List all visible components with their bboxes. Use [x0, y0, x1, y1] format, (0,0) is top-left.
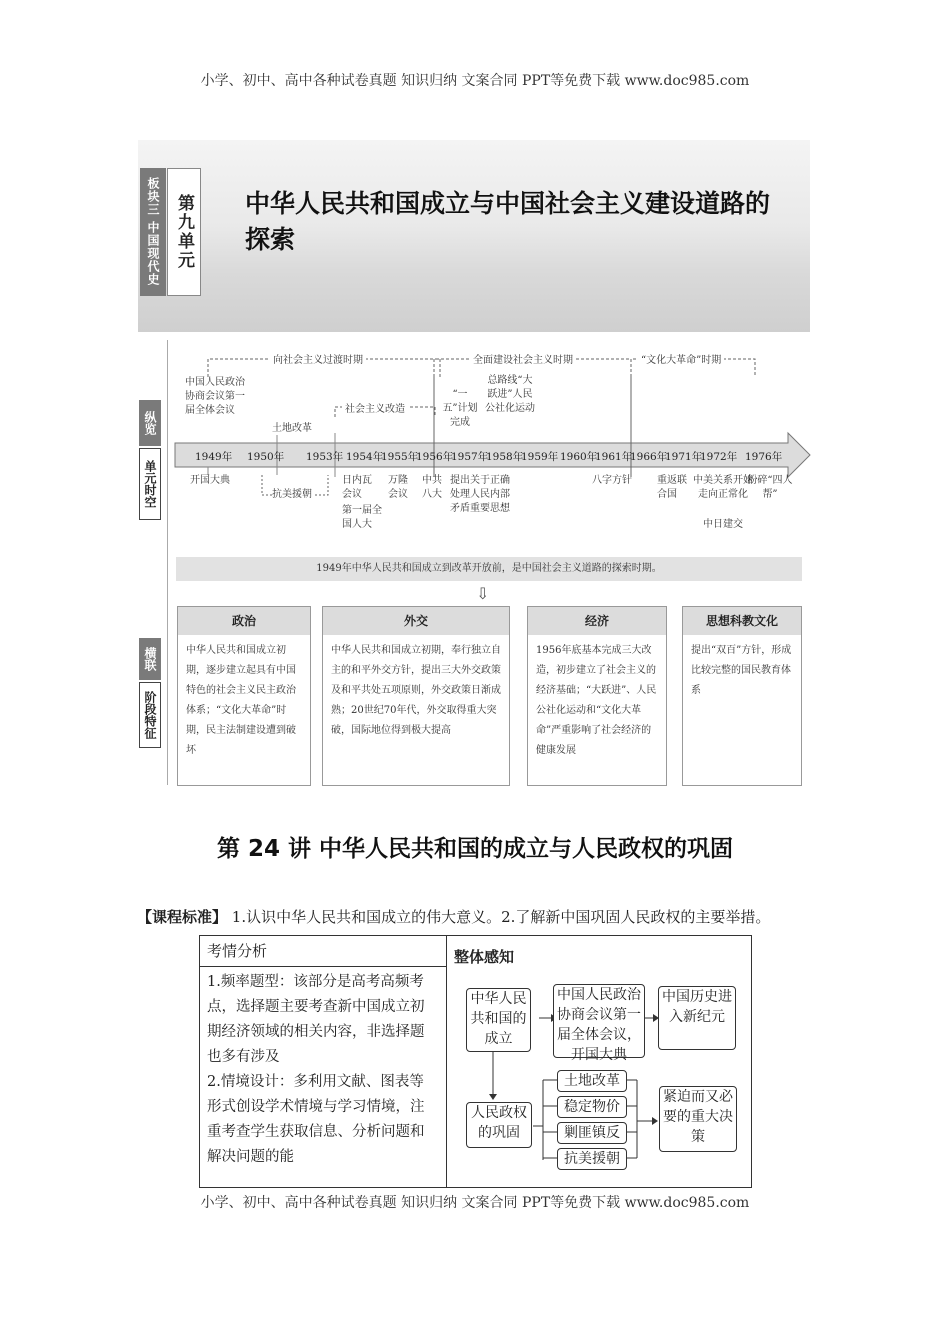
year: 1957年	[451, 451, 489, 463]
event-sino-japan: 中日建交	[703, 519, 743, 530]
event-general-line: 总路线“大跃进”人民公社化运动	[485, 375, 535, 414]
flow-prc-founding: 中华人民共和国的成立	[466, 988, 531, 1052]
card-body: 中华人民共和国成立初期，逐步建立起具有中国特色的社会主义民主政治体系；“文化大革命”时期，民主法制建设遭到破坏	[186, 645, 296, 756]
perception-title: 整体感知	[454, 948, 515, 966]
period-transformation: 社会主义改造	[342, 400, 408, 415]
year: 1966年	[630, 451, 668, 463]
event-bandung: 万隆会议	[388, 475, 408, 500]
year: 1950年	[247, 451, 285, 463]
event-land-reform: 土地改革	[272, 423, 312, 434]
flow-new-era: 中国历史进入新纪元	[658, 986, 736, 1050]
flow-measure: 抗美援朝	[557, 1148, 627, 1170]
year: 1956年	[416, 451, 454, 463]
side-box-stage-features: 阶段特征	[139, 682, 161, 748]
period-full-construction: 全面建设社会主义时期	[470, 351, 576, 366]
side-rule	[167, 340, 168, 785]
lecture-title: 第 24 讲 中华人民共和国的成立与人民政权的巩固	[216, 836, 734, 862]
card-diplomacy	[322, 606, 510, 786]
year: 1949年	[195, 451, 233, 463]
year: 1971年	[665, 451, 703, 463]
event-sino-us: 中美关系开始走向正常化	[693, 475, 753, 500]
card-body: 中华人民共和国成立初期，奉行独立自主的和平外交方针，提出三大外交政策及和平共处五项原则，外交政策日渐成熟；20世纪70年代，外交取得重大突破，国际地位得到极大提高	[331, 645, 501, 736]
card-culture	[682, 606, 802, 786]
down-arrow-icon: ⇩	[476, 584, 490, 603]
event-cppcc: 中国人民政治协商会议第一届全体会议	[185, 377, 245, 416]
year: 1959年	[521, 451, 559, 463]
flow-consolidation: 人民政权的巩固	[466, 1102, 532, 1148]
timeline-summary: 1949年中华人民共和国成立到改革开放前，是中国社会主义道路的探索时期。	[176, 557, 802, 581]
year: 1955年	[381, 451, 419, 463]
year: 1953年	[306, 451, 344, 463]
event-eight-character-policy: 八字方针	[592, 475, 632, 486]
year: 1972年	[700, 451, 738, 463]
period-cultural-revolution: “文化大革命”时期	[638, 351, 724, 366]
event-founding-ceremony: 开国大典	[190, 475, 230, 486]
card-title: 思想科教文化	[683, 607, 801, 635]
page-footer: 小学、初中、高中各种试卷真题 知识归纳 文案合同 PPT等免费下载 www.doc985.com	[200, 1195, 750, 1211]
curriculum-standard	[137, 906, 770, 927]
event-korean-war: 抗美援朝	[272, 489, 312, 500]
flow-measure: 剿匪镇反	[557, 1122, 627, 1144]
year: 1960年	[560, 451, 598, 463]
side-tag-overview: 纵览	[139, 400, 161, 446]
side-box-unit-timespace: 单元时空	[139, 448, 161, 520]
standard-label: 【课程标准】	[137, 908, 228, 926]
page-header: 小学、初中、高中各种试卷真题 知识归纳 文案合同 PPT等免费下载 www.doc985.com	[200, 73, 750, 89]
event-contradictions: 提出关于正确处理人民内部矛盾重要思想	[450, 475, 510, 514]
analysis-item-context: 2.情境设计：多利用文献、图表等形式创设学术情境与学习情境，注重考查学生获取信息、分析问题和解决问题的能	[207, 1074, 425, 1165]
flow-cppcc: 中国人民政治协商会议第一届全体会议，开国大典	[553, 984, 645, 1058]
card-body: 1956年底基本完成三大改造，初步建立了社会主义的经济基础；“大跃进”、人民公社化运动和“文化大革命”严重影响了社会经济的健康发展	[536, 645, 657, 756]
period-transition: 向社会主义过渡时期	[270, 351, 366, 366]
analysis-title: 考情分析	[207, 942, 268, 960]
section-label: 板块三 中国现代史	[140, 168, 166, 296]
analysis-item-frequency: 1.频率题型：该部分是高考高频考点，选择题主要考查新中国成立初期经济领域的相关内容，非选择题也多有涉及	[207, 974, 425, 1065]
analysis-table	[199, 935, 752, 1188]
standard-text: 1.认识中华人民共和国成立的伟大意义。2.了解新中国巩固人民政权的主要举措。	[231, 908, 771, 926]
year: 1954年	[346, 451, 384, 463]
event-return-un: 重返联合国	[657, 475, 687, 500]
flow-decision: 紧迫而又必要的重大决策	[659, 1086, 737, 1152]
card-politics	[177, 606, 311, 786]
year: 1976年	[745, 451, 783, 463]
side-tag-horizontal: 横联	[139, 638, 161, 680]
flow-measure: 稳定物价	[557, 1096, 627, 1118]
year: 1961年	[595, 451, 633, 463]
flow-measure: 土地改革	[557, 1070, 627, 1092]
year: 1958年	[486, 451, 524, 463]
card-title: 经济	[528, 607, 666, 635]
unit-title: 中华人民共和国成立与中国社会主义建设道路的探索	[245, 189, 771, 254]
event-first-npc: 第一届全国人大	[342, 505, 382, 530]
event-first-five-year-plan: “一五”计划完成	[442, 389, 478, 428]
unit-label: 第九单元	[167, 168, 201, 296]
table-row-rule	[200, 966, 446, 967]
event-gang-of-four: 粉碎“四人帮”	[747, 475, 793, 500]
event-geneva: 日内瓦会议	[342, 475, 372, 500]
card-title: 外交	[323, 607, 509, 635]
event-eighth-congress: 中共八大	[422, 475, 442, 500]
card-body: 提出“双百”方针，形成比较完整的国民教育体系	[691, 645, 792, 696]
card-economy	[527, 606, 667, 786]
card-title: 政治	[178, 607, 310, 635]
